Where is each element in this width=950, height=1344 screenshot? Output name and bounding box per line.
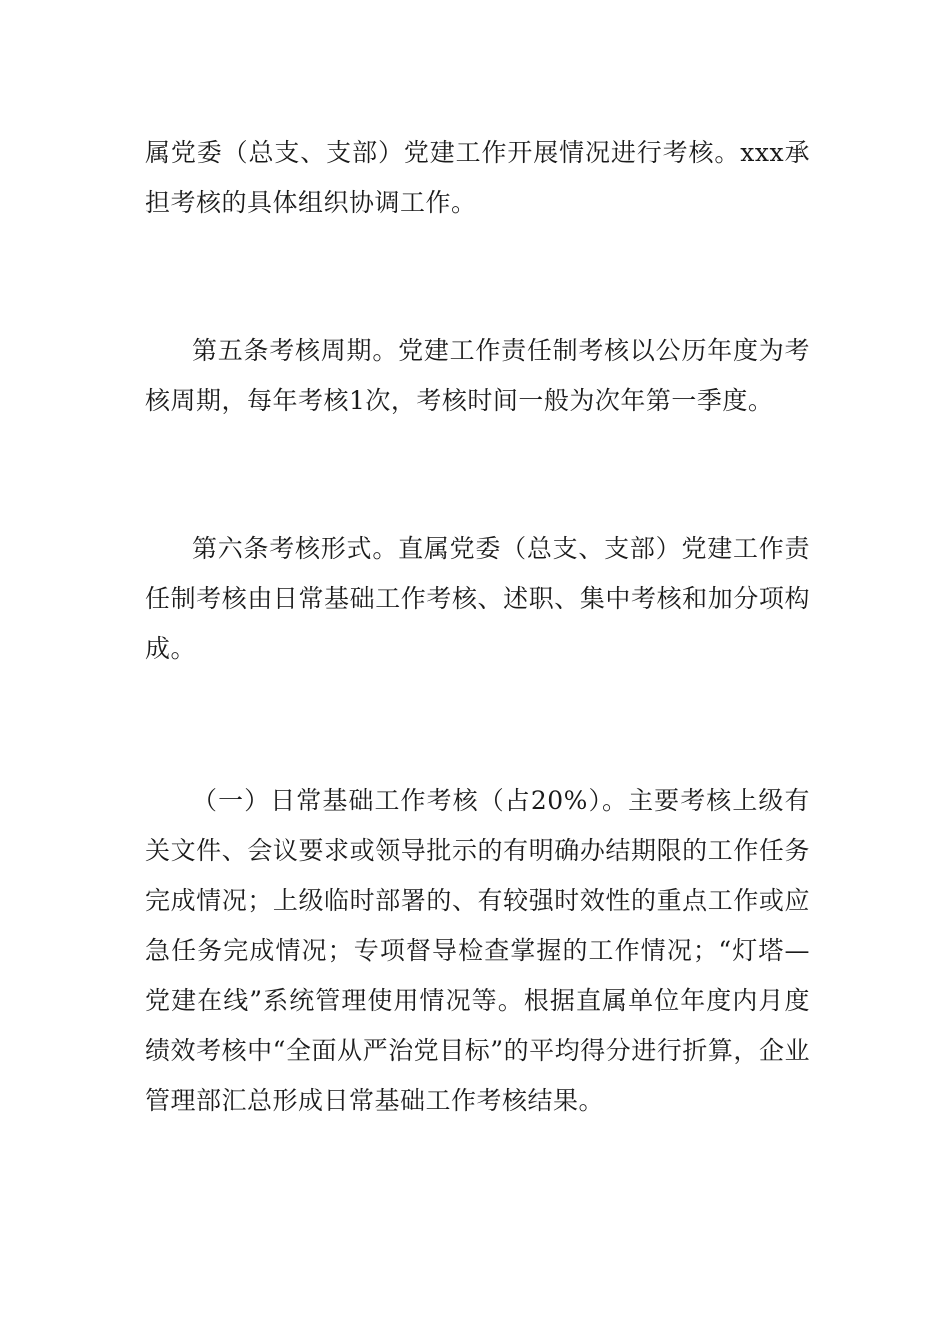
paragraph-article-5: 第五条考核周期。党建工作责任制考核以公历年度为考核周期，每年考核1次，考核时间一般为次年第一季度。 (145, 336, 810, 415)
paragraph-continuation: 属党委（总支、支部）党建工作开展情况进行考核。xxx承担考核的具体组织协调工作。 (145, 138, 810, 217)
paragraph-item-1: （一）日常基础工作考核（占20%）。主要考核上级有关文件、会议要求或领导批示的有明确办结期限的工作任务完成情况；上级临时部署的、有较强时效性的重点工作或应急任务完成情况；专项督导检查掌握的工作情况；“灯塔—党建在线”系统管理使用情况等。根据直属单位年度内月度绩效考核中“全面从严治党目标”的平均得分进行折算，企业管理部汇总形成日常基础工作考核结果。 (145, 786, 810, 1115)
paragraph-article-6: 第六条考核形式。直属党委（总支、支部）党建工作责任制考核由日常基础工作考核、述职、集中考核和加分项构成。 (145, 534, 810, 663)
